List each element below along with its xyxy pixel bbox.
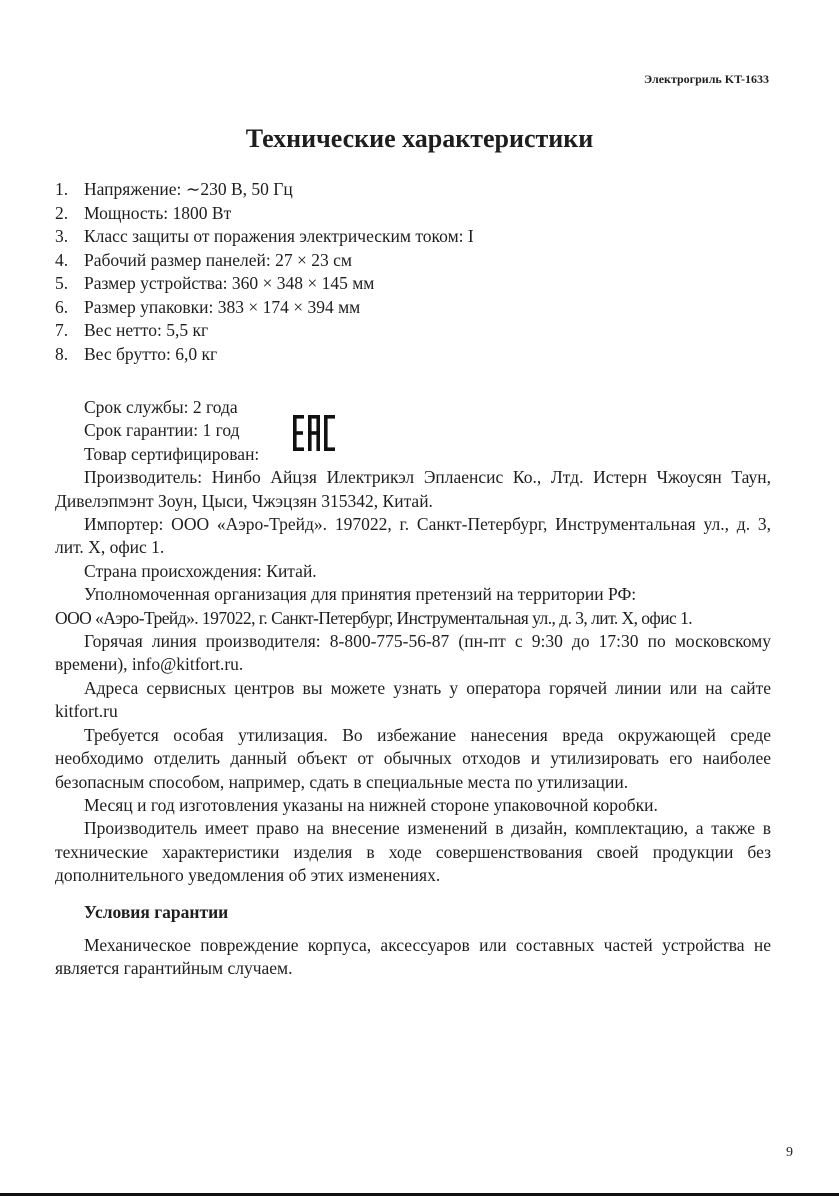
spec-text: Вес брутто: 6,0 кг xyxy=(84,343,218,364)
spec-text: Вес нетто: 5,5 кг xyxy=(84,320,209,340)
disposal-info: Требуется особая утилизация. Во избежание нанесения вреда окружающей среде необходимо отделить данный объект от обычных отходов и утилизировать его наиболее безопасным способом, например, сдать в специальные места по утилизации. xyxy=(55,724,771,792)
country-of-origin: Страна происхождения: Китай. xyxy=(84,560,317,581)
spec-item xyxy=(55,249,474,273)
spec-number: 2. xyxy=(55,202,69,223)
warranty-text: Механическое повреждение корпуса, аксессуаров или составных частей устройства не является гарантийным случаем. xyxy=(55,934,771,979)
spec-text: Класс защиты от поражения электрическим током: I xyxy=(84,226,474,246)
hotline-info: Горячая линия производителя: 8-800-775-56-87 (пн-пт с 9:30 до 17:30 по московскому времени), info@kitfort.ru. xyxy=(55,631,771,675)
authorized-organization-address: ООО «Аэро-Трейд». 197022, г. Санкт-Петербург, Инструментальная ул., д. 3, лит. Х, офис 1. xyxy=(55,607,693,628)
service-life: Срок службы: 2 года xyxy=(84,397,238,417)
spec-item xyxy=(55,319,474,343)
spec-text: Рабочий размер панелей: 27 × 23 см xyxy=(84,249,352,270)
running-head: Электрогриль KT-1633 xyxy=(643,72,769,86)
spec-text: Размер упаковки: 383 × 174 × 394 мм xyxy=(84,296,361,317)
spec-text: Мощность: 1800 Вт xyxy=(84,202,232,223)
certification-row xyxy=(55,443,771,466)
warranty-heading: Условия гарантии xyxy=(84,901,229,922)
spec-number: 3. xyxy=(55,226,69,246)
spec-number: 5. xyxy=(55,273,69,293)
warranty-period: Срок гарантии: 1 год xyxy=(84,420,240,441)
importer-info: Импортер: ООО «Аэро-Трейд». 197022, г. Санкт-Петербург, Инструментальная ул., д. 3, лит. Х, офис 1. xyxy=(55,514,771,558)
info-section xyxy=(55,396,771,981)
spec-number: 6. xyxy=(55,296,69,317)
spec-item xyxy=(55,272,474,296)
spec-text: Размер устройства: 360 × 348 × 145 мм xyxy=(84,273,375,293)
page-number: 9 xyxy=(786,1145,793,1160)
specs-list xyxy=(55,178,474,366)
spec-text: Напряжение: ∼230 В, 50 Гц xyxy=(84,179,293,199)
changes-notice: Производитель имеет право на внесение изменений в дизайн, комплектацию, а также в технические характеристики изделия в ходе совершенствования своей продукции без дополнительного уведомления об этих изменениях. xyxy=(55,818,771,886)
spec-number: 4. xyxy=(55,249,69,270)
manufacture-date-info: Месяц и год изготовления указаны на нижней стороне упаковочной коробки. xyxy=(84,794,658,815)
spec-item xyxy=(55,343,474,367)
authorized-organization: Уполномоченная организация для принятия претензий на территории РФ: xyxy=(84,584,637,605)
certified-label: Товар сертифицирован: xyxy=(84,443,260,464)
page-title: Технические характеристики xyxy=(245,124,594,153)
eac-mark-icon xyxy=(292,413,336,453)
spec-item xyxy=(55,296,474,320)
spec-number: 7. xyxy=(55,320,69,340)
service-centers-info: Адреса сервисных центров вы можете узнать у оператора горячей линии или на сайте kitfort.ru xyxy=(55,677,771,722)
spec-number: 8. xyxy=(55,343,69,364)
manufacturer-info: Производитель: Нинбо Айцзя Илектрикэл Эплаенсис Ко., Лтд. Истерн Чжоусян Таун, Дивелэпмэнт Зоун, Цыси, Чжэцзян 315342, Китай. xyxy=(55,467,771,511)
spec-number: 1. xyxy=(55,179,69,199)
spec-item xyxy=(55,178,474,202)
spec-item xyxy=(55,202,474,226)
spec-item xyxy=(55,225,474,249)
